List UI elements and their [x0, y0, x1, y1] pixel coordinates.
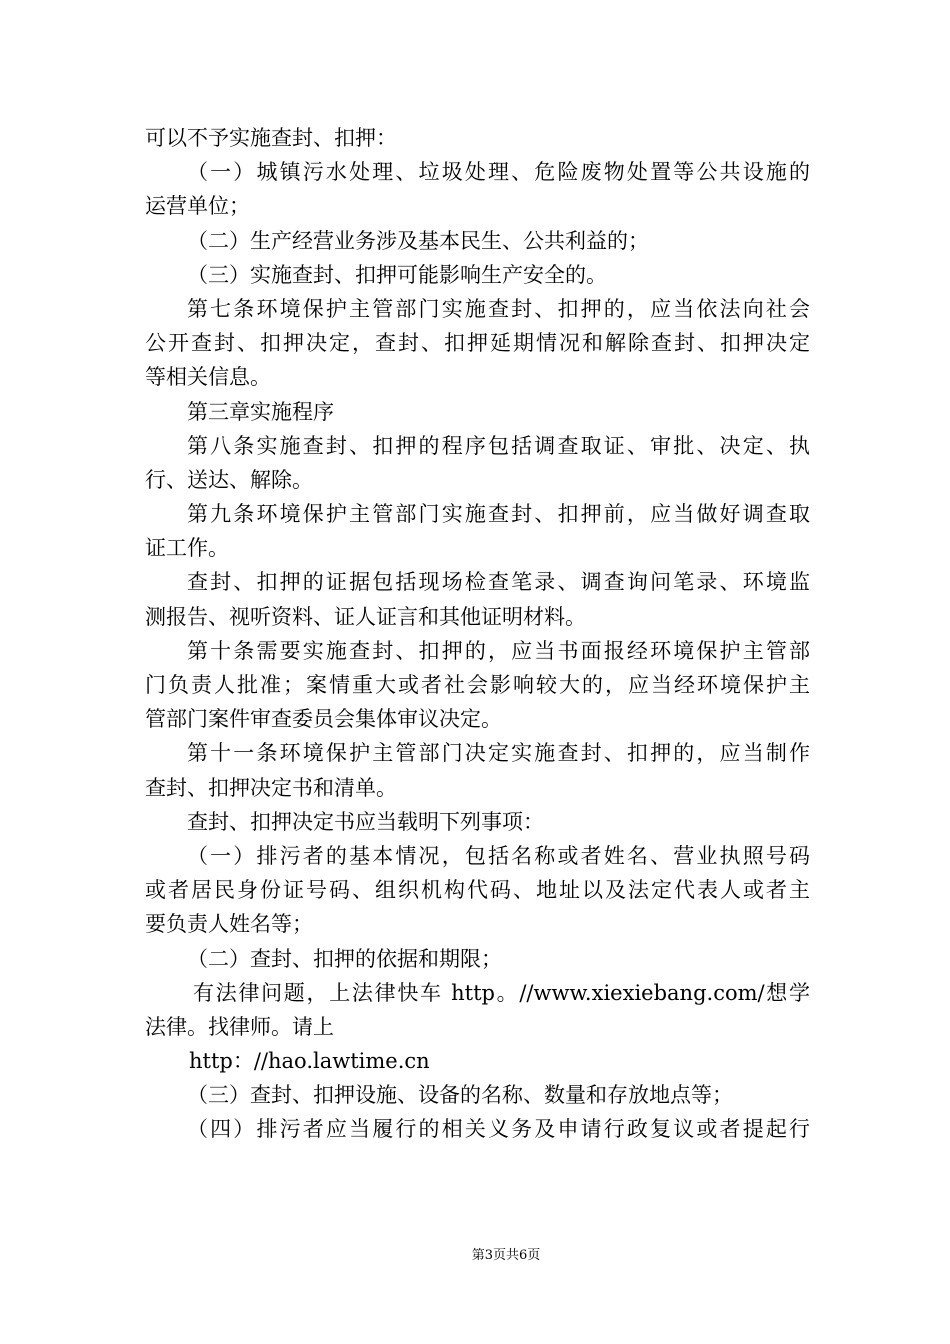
- text-line: http：//hao.lawtime.cn: [189, 1049, 430, 1074]
- text-line: （三）查封、扣押设施、设备的名称、数量和存放地点等；: [187, 1083, 733, 1108]
- text-line: 公开查封、扣押决定，查封、扣押延期情况和解除查封、扣押决定: [145, 331, 810, 356]
- text-line: （二）生产经营业务涉及基本民生、公共利益的；: [187, 228, 649, 253]
- text-line: 有法律问题，上法律快车 http。//www.xiexiebang.com/想学: [193, 980, 810, 1005]
- text-line: 第七条环境保护主管部门实施查封、扣押的，应当依法向社会: [187, 296, 810, 321]
- text-line: 查封、扣押决定书应当载明下列事项：: [187, 809, 544, 834]
- text-line: （一）排污者的基本情况，包括名称或者姓名、营业执照号码: [187, 843, 810, 868]
- page-footer: [0, 1248, 950, 1264]
- text-line: （三）实施查封、扣押可能影响生产安全的。: [187, 262, 607, 287]
- text-line: 行、送达、解除。: [145, 467, 313, 492]
- text-line: 管部门案件审查委员会集体审议决定。: [145, 707, 502, 732]
- text-line: 运营单位；: [145, 194, 250, 219]
- text-line: 证工作。: [145, 536, 229, 561]
- document-body: [145, 121, 810, 1147]
- text-line: 第十条需要实施查封、扣押的，应当书面报经环境保护主管部: [187, 638, 810, 663]
- text-line: 法律。找律师。请上: [145, 1014, 334, 1039]
- text-line: 可以不予实施查封、扣押：: [145, 126, 397, 150]
- text-line: 测报告、视听资料、证人证言和其他证明材料。: [145, 604, 586, 629]
- text-line: 查封、扣押决定书和清单。: [145, 775, 397, 800]
- text-line: 要负责人姓名等；: [145, 912, 313, 937]
- text-line: 第九条环境保护主管部门实施查封、扣押前，应当做好调查取: [187, 502, 810, 527]
- text-line: 等相关信息。: [145, 365, 271, 390]
- text-line: 查封、扣押的证据包括现场检查笔录、调查询问笔录、环境监: [187, 570, 810, 595]
- text-line: （四）排污者应当履行的相关义务及申请行政复议或者提起行: [187, 1117, 810, 1142]
- text-line: 门负责人批准；案情重大或者社会影响较大的，应当经环境保护主: [145, 673, 810, 697]
- text-line: （二）查封、扣押的依据和期限；: [187, 946, 502, 971]
- text-line: （一）城镇污水处理、垃圾处理、危险废物处置等公共设施的: [187, 160, 810, 185]
- text-line: 第十一条环境保护主管部门决定实施查封、扣押的，应当制作: [187, 741, 810, 766]
- page-number: 第3页共6页: [471, 1248, 541, 1263]
- text-line: 或者居民身份证号码、组织机构代码、地址以及法定代表人或者主: [145, 878, 810, 903]
- text-line: 第三章实施程序: [187, 399, 334, 424]
- text-line: 第八条实施查封、扣押的程序包括调查取证、审批、决定、执: [187, 433, 810, 458]
